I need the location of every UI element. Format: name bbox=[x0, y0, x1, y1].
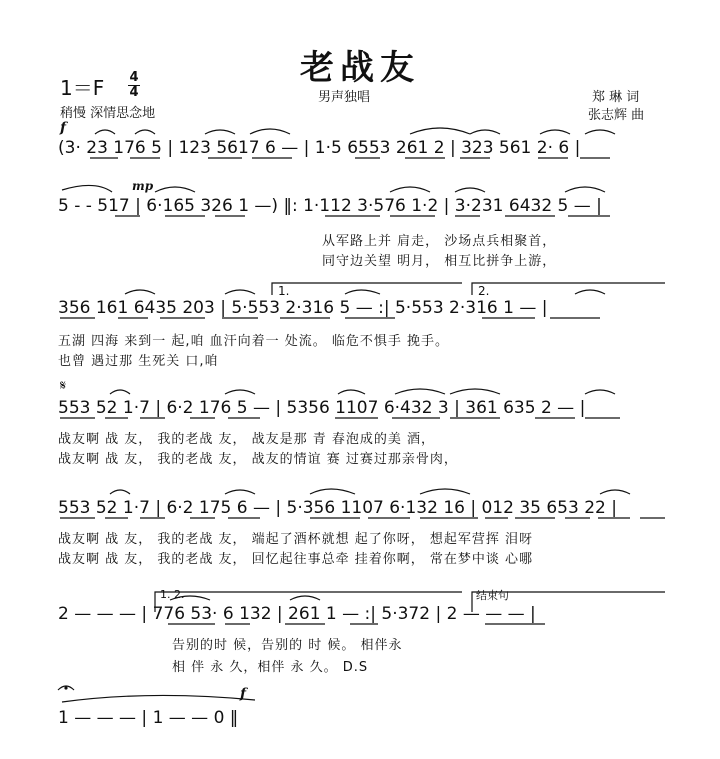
slur bbox=[420, 489, 470, 494]
tempo-marking: 稍慢 深情思念地 bbox=[60, 106, 156, 121]
slur bbox=[225, 290, 255, 294]
fermata-dot bbox=[64, 686, 67, 689]
slur bbox=[565, 187, 605, 192]
time-denominator: 4 bbox=[129, 85, 139, 100]
lyric-row-3-verse-1: 五湖 四海 来到一 起,咱 血汗向着一 处流。 临危不惧手 挽手。 bbox=[58, 334, 450, 349]
lyric-row-2-verse-1: 从军路上并 肩走， 沙场点兵相聚首， bbox=[322, 234, 557, 249]
performance-note: 男声独唱 bbox=[318, 90, 371, 105]
staff-row-1-notes: (3· 23 176 5 | 123 5617 6 — | 1·5 6553 261 2 | 323 561 2· 6 | bbox=[58, 138, 581, 158]
lyric-row-6-verse-2: 相 伴 永 久，相伴 永 久。 D.S bbox=[172, 660, 369, 675]
dynamic-mezzo-piano: mp bbox=[132, 179, 154, 193]
song-title: 老战友 bbox=[300, 48, 420, 88]
slur bbox=[585, 390, 615, 394]
slur bbox=[338, 390, 365, 394]
lyric-row-6-verse-1: 告别的时 候，告别的 时 候。 相伴永 bbox=[172, 638, 403, 653]
ending-bracket-2 bbox=[472, 283, 665, 295]
slur bbox=[450, 389, 500, 394]
segno-sign: 𝄋 bbox=[60, 378, 67, 394]
slur bbox=[585, 130, 615, 134]
staff-row-4-notes: 553 52 1·7 | 6·2 176 5 — | 5356 1107 6·432 3 | 361 635 2 — | bbox=[58, 398, 586, 418]
slur bbox=[345, 290, 380, 294]
key-signature: 1＝F bbox=[60, 76, 105, 100]
first-ending-label: 1. bbox=[278, 284, 290, 298]
dynamic-forte-end: f bbox=[240, 686, 247, 702]
slur bbox=[170, 596, 210, 600]
lyric-row-4-verse-1: 战友啊 战 友， 我的老战 友， 战友是那 青 春泡成的美 酒， bbox=[58, 432, 436, 447]
staff-row-5-notes: 553 52 1·7 | 6·2 175 6 — | 5·356 1107 6·132 16 | 012 35 653 22 | bbox=[58, 498, 617, 518]
ending-one-two-label: 1. 2. bbox=[160, 588, 185, 601]
time-numerator: 4 bbox=[129, 70, 139, 85]
ending-bracket-12 bbox=[155, 592, 462, 612]
lyricist-credit: 郑 琳 词 bbox=[592, 90, 640, 105]
slur bbox=[600, 490, 630, 494]
slur bbox=[155, 187, 195, 192]
lyric-row-5-verse-2: 战友啊 战 友， 我的老战 友， 回忆起往事总牵 挂着你啊， 常在梦中谈 心哪 bbox=[58, 552, 534, 567]
ending-bracket-1 bbox=[272, 283, 462, 295]
slur bbox=[575, 290, 605, 294]
slur bbox=[225, 490, 255, 494]
slur bbox=[125, 290, 155, 294]
slur bbox=[205, 130, 235, 134]
tie bbox=[62, 185, 112, 192]
slur bbox=[540, 130, 570, 134]
lyric-row-2-verse-2: 同守边关望 明月， 相互比拼争上游， bbox=[322, 254, 557, 269]
staff-row-6-notes: 2 — — — | 776 53· 6 132 | 261 1 — :| 5·372 | 2 — — — | bbox=[58, 604, 536, 624]
slur bbox=[410, 128, 470, 134]
coda-bracket bbox=[472, 592, 665, 612]
staff-row-7-notes: 1 — — — | 1 — — 0 ‖ bbox=[58, 708, 239, 728]
slur bbox=[455, 188, 485, 192]
staff-row-2-notes: 5 - - 517 | 6·165 326 1 —) ‖: 1·112 3·576 1·2 | 3·231 6432 5 — | bbox=[58, 196, 602, 216]
slur bbox=[110, 490, 130, 494]
slur bbox=[390, 187, 430, 192]
lyric-row-3-verse-2: 也曾 遇过那 生死关 口,咱 bbox=[58, 354, 219, 369]
slur bbox=[135, 130, 155, 134]
slur bbox=[110, 390, 130, 394]
slur bbox=[95, 130, 115, 134]
lyric-row-5-verse-1: 战友啊 战 友， 我的老战 友， 端起了酒杯就想 起了你呀， 想起军营挥 泪呀 bbox=[58, 532, 534, 547]
staff-row-3-notes: 356 161 6435 203 | 5·553 2·316 5 — :| 5·553 2·316 1 — | bbox=[58, 298, 548, 318]
second-ending-label: 2. bbox=[478, 284, 490, 298]
slur bbox=[395, 389, 445, 394]
slur bbox=[470, 130, 500, 134]
slur bbox=[250, 129, 290, 134]
long-slur bbox=[62, 695, 255, 702]
composer-credit: 张志辉 曲 bbox=[588, 108, 645, 123]
lyric-row-4-verse-2: 战友啊 战 友， 我的老战 友， 战友的情谊 赛 过赛过那亲骨肉， bbox=[58, 452, 458, 467]
slur bbox=[310, 489, 355, 494]
dynamic-forte: f bbox=[60, 120, 67, 136]
slur bbox=[290, 596, 320, 600]
slur bbox=[225, 390, 255, 394]
coda-label: 结束句 bbox=[476, 589, 509, 602]
